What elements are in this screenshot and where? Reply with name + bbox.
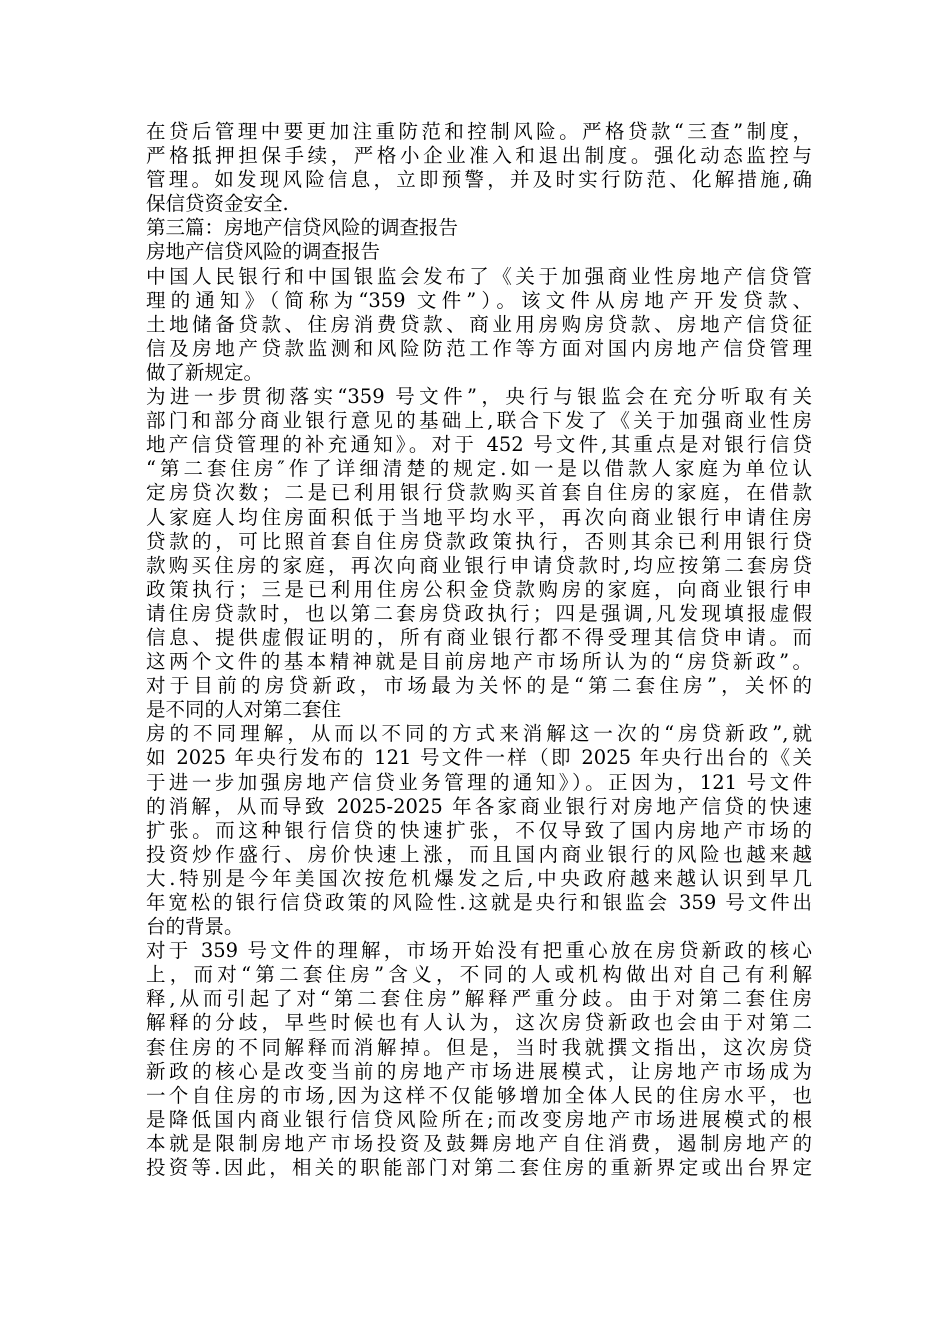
text-line: 严格抵押担保手续，严格小企业准入和退出制度。强化动态监控与 (146, 144, 812, 168)
text-line: 这两个文件的基本精神就是目前房地产市场所认为的“房贷新政”。 (146, 650, 812, 674)
text-line: 款购买住房的家庭，再次向商业银行申请贷款时,均应按第二套房贷 (146, 553, 812, 577)
text-line: 大.特别是今年美国次按危机爆发之后,中央政府越来越认识到早几 (146, 866, 812, 890)
text-line: 扩张。而这种银行信贷的快速扩张，不仅导致了国内房地产市场的 (146, 818, 812, 842)
text-line: 是不同的人对第二套住 (146, 698, 342, 722)
text-line: 套住房的不同解释而消解掉。但是，当时我就撰文指出，这次房贷 (146, 1035, 812, 1059)
text-line: 信息、提供虚假证明的，所有商业银行都不得受理其信贷申请。而 (146, 625, 812, 649)
text-line: 对于 359 号文件的理解，市场开始没有把重心放在房贷新政的核心 (146, 939, 812, 963)
text-line: 理的通知》（简称为“359 文件”）。该文件从房地产开发贷款、 (146, 288, 812, 312)
text-line: 房地产信贷风险的调查报告 (146, 240, 381, 264)
text-line: 人家庭人均住房面积低于当地平均水平，再次向商业银行申请住房 (146, 505, 812, 529)
text-line: 定房贷次数；二是已利用银行贷款购买首套自住房的家庭，在借款 (146, 481, 812, 505)
text-line: 在贷后管理中要更加注重防范和控制风险。严格贷款“三查”制度， (146, 120, 812, 143)
text-line: 部门和部分商业银行意见的基础上,联合下发了《关于加强商业性房 (146, 409, 812, 433)
text-line: 房的不同理解，从而以不同的方式来消解这一次的“房贷新政”,就 (146, 722, 812, 746)
text-line: 为进一步贯彻落实“359 号文件”，央行与银监会在充分听取有关 (146, 385, 812, 409)
text-line: 地产信贷管理的补充通知》。对于 452 号文件,其重点是对银行信贷 (146, 433, 812, 457)
text-line: 土地储备贷款、住房消费贷款、商业用房购房贷款、房地产信贷征 (146, 312, 812, 336)
text-line: 投资炒作盛行、房价快速上涨，而且国内商业银行的风险也越来越 (146, 842, 812, 866)
text-line: 上，而对“第二套住房”含义，不同的人或机构做出对自己有利解 (146, 963, 812, 987)
text-line: 中国人民银行和中国银监会发布了《关于加强商业性房地产信贷管 (146, 264, 812, 288)
text-line: 对于目前的房贷新政，市场最为关怀的是“第二套住房”，关怀的 (146, 674, 812, 698)
text-line: 新政的核心是改变当前的房地产市场进展模式，让房地产市场成为 (146, 1059, 812, 1083)
text-line: 释,从而引起了对“第二套住房”解释严重分歧。由于对第二套住房 (146, 987, 812, 1011)
text-line: 保信贷资金安全. (146, 192, 289, 216)
text-line: “第二套住房″作了详细清楚的规定.如一是以借款人家庭为单位认 (146, 457, 812, 481)
text-line: 于进一步加强房地产信贷业务管理的通知》）。正因为，121 号文件 (146, 770, 812, 794)
text-line: 信及房地产贷款监测和风险防范工作等方面对国内房地产信贷管理 (146, 336, 812, 360)
text-line: 第三篇：房地产信贷风险的调查报告 (146, 216, 459, 240)
document-page (146, 120, 812, 1180)
text-line: 本就是限制房地产市场投资及鼓舞房地产自住消费，遏制房地产的 (146, 1131, 812, 1155)
text-line: 贷款的，可比照首套自住房贷款政策执行，否则其余已利用银行贷 (146, 529, 812, 553)
text-line: 请住房贷款时，也以第二套房贷政执行；四是强调,凡发现填报虚假 (146, 601, 812, 625)
text-line: 管理。如发现风险信息，立即预警，并及时实行防范、化解措施,确 (146, 168, 812, 192)
text-line: 投资等.因此，相关的职能部门对第二套住房的重新界定或出台界定 (146, 1156, 812, 1180)
text-line: 台的背景。 (146, 915, 244, 939)
text-line: 的消解，从而导致 2025-2025 年各家商业银行对房地产信贷的快速 (146, 794, 812, 818)
text-line: 解释的分歧，早些时候也有人认为，这次房贷新政也会由于对第二 (146, 1011, 812, 1035)
text-line: 一个自住房的市场,因为这样不仅能够增加全体人民的住房水平，也 (146, 1083, 812, 1107)
text-line: 如 2025 年央行发布的 121 号文件一样（即 2025 年央行出台的《关 (146, 746, 812, 770)
text-line: 是降低国内商业银行信贷风险所在;而改变房地产市场进展模式的根 (146, 1107, 812, 1131)
text-line: 政策执行；三是已利用住房公积金贷款购房的家庭，向商业银行申 (146, 577, 812, 601)
text-line: 做了新规定。 (146, 360, 264, 384)
text-line: 年宽松的银行信贷政策的风险性.这就是央行和银监会 359 号文件出 (146, 891, 812, 914)
